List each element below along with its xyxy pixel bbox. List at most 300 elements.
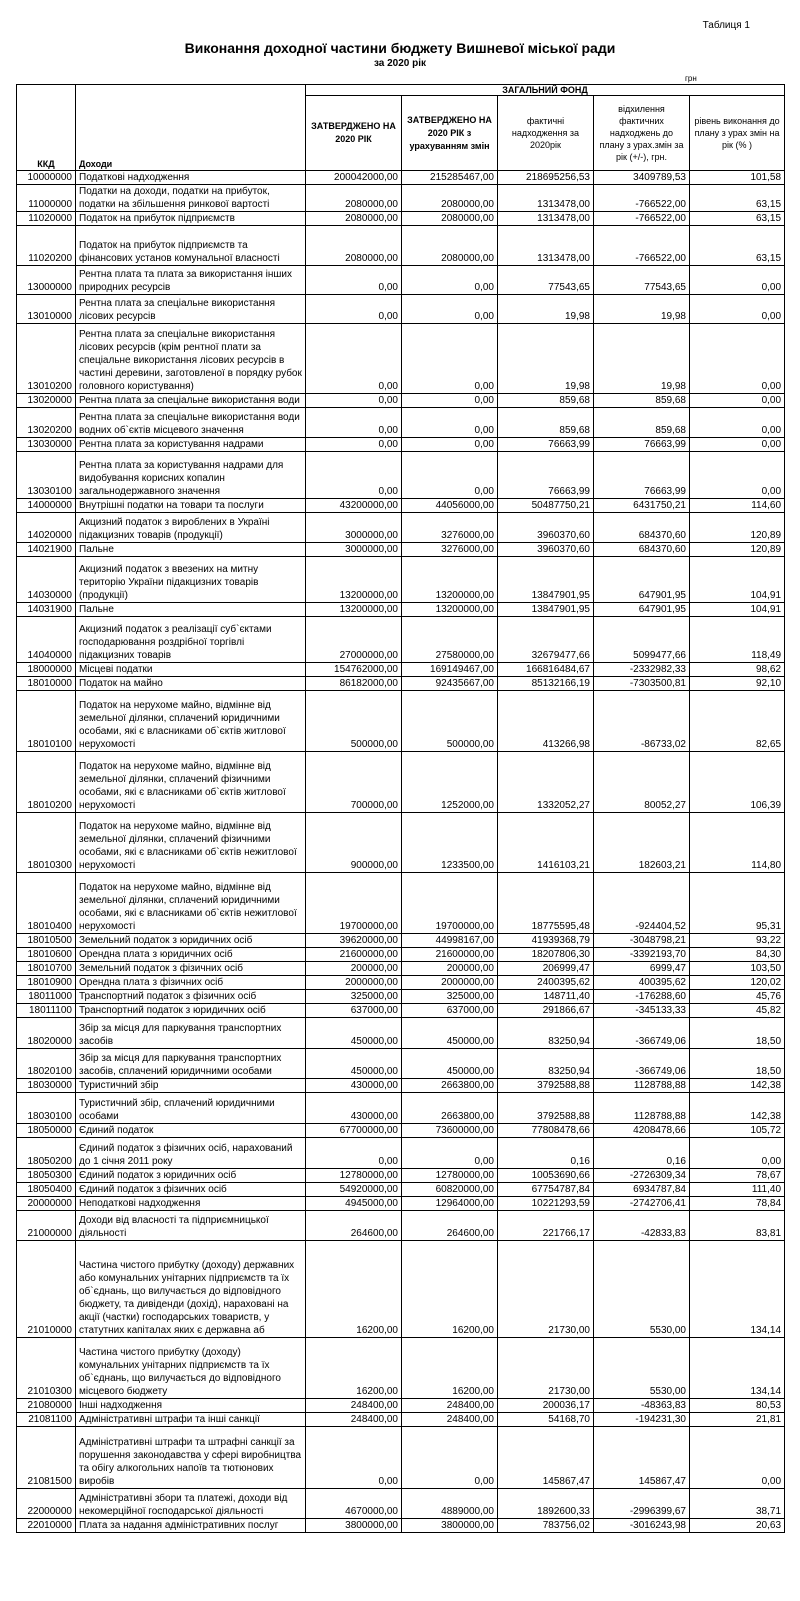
approved-cell: 13200000,00 [306, 603, 402, 617]
income-name-cell: Рентна плата за спеціальне використання лісових ресурсів [76, 295, 306, 324]
approved-cell: 248400,00 [306, 1399, 402, 1413]
table-row [17, 752, 785, 813]
income-name-cell: Транспортний податок з юридичних осіб [76, 1004, 306, 1018]
execution-percent-cell: 0,00 [690, 324, 785, 394]
income-name-cell: Адміністративні збори та платежі, доходи від некомерційної господарської діяльності [76, 1489, 306, 1519]
actual-cell: 1313478,00 [498, 185, 594, 212]
actual-cell: 200036,17 [498, 1399, 594, 1413]
kkd-code-cell: 14000000 [17, 499, 76, 513]
table-row [17, 212, 785, 226]
execution-percent-cell: 63,15 [690, 226, 785, 266]
approved-with-changes-cell: 637000,00 [402, 1004, 498, 1018]
income-name-cell: Рентна плата та плата за використання інших природних ресурсів [76, 266, 306, 295]
approved-cell: 0,00 [306, 295, 402, 324]
kkd-code-cell: 18050200 [17, 1138, 76, 1169]
actual-cell: 2400395,62 [498, 976, 594, 990]
kkd-code-cell: 21010000 [17, 1241, 76, 1338]
deviation-cell: 6431750,21 [594, 499, 690, 513]
kkd-code-cell: 14030000 [17, 557, 76, 603]
approved-with-changes-cell: 27580000,00 [402, 617, 498, 663]
kkd-code-cell: 13010200 [17, 324, 76, 394]
execution-percent-cell: 63,15 [690, 212, 785, 226]
kkd-code-cell: 18000000 [17, 663, 76, 677]
deviation-cell: -366749,06 [594, 1018, 690, 1049]
kkd-code-cell: 18011000 [17, 990, 76, 1004]
actual-cell: 1313478,00 [498, 212, 594, 226]
kkd-code-cell: 10000000 [17, 171, 76, 185]
kkd-code-cell: 18010900 [17, 976, 76, 990]
approved-with-changes-cell: 325000,00 [402, 990, 498, 1004]
approved-with-changes-cell: 13200000,00 [402, 557, 498, 603]
approved-with-changes-cell: 44998167,00 [402, 934, 498, 948]
income-name-cell: Рентна плата за спеціальне використання води водних об`єктів місцевого значення [76, 408, 306, 438]
deviation-cell: -176288,60 [594, 990, 690, 1004]
deviation-cell: 19,98 [594, 324, 690, 394]
approved-with-changes-cell: 2663800,00 [402, 1093, 498, 1124]
deviation-cell: 77543,65 [594, 266, 690, 295]
table-row [17, 873, 785, 934]
deviation-cell: 400395,62 [594, 976, 690, 990]
income-name-cell: Доходи від власності та підприємницької діяльності [76, 1211, 306, 1241]
execution-percent-cell: 101,58 [690, 171, 785, 185]
kkd-code-cell: 18020100 [17, 1049, 76, 1079]
kkd-code-cell: 11020200 [17, 226, 76, 266]
kkd-code-cell: 18010300 [17, 813, 76, 873]
approved-cell: 2080000,00 [306, 185, 402, 212]
table-row [17, 185, 785, 212]
approved-cell: 248400,00 [306, 1413, 402, 1427]
execution-percent-cell: 111,40 [690, 1183, 785, 1197]
income-name-cell: Податкові надходження [76, 171, 306, 185]
approved-with-changes-cell: 248400,00 [402, 1399, 498, 1413]
approved-with-changes-cell: 16200,00 [402, 1338, 498, 1399]
approved-cell: 3800000,00 [306, 1519, 402, 1533]
approved-cell: 200042000,00 [306, 171, 402, 185]
income-name-cell: Податок на нерухоме майно, відмінне від земельної ділянки, сплачений фізичними особами, які є власниками об`єктів нежитлової нерухомості [76, 813, 306, 873]
actual-cell: 50487750,21 [498, 499, 594, 513]
income-name-cell: Пальне [76, 603, 306, 617]
approved-cell: 13200000,00 [306, 557, 402, 603]
deviation-cell: -366749,06 [594, 1049, 690, 1079]
approved-with-changes-cell: 3276000,00 [402, 513, 498, 543]
approved-with-changes-cell: 0,00 [402, 394, 498, 408]
table-row [17, 266, 785, 295]
deviation-cell: -194231,30 [594, 1413, 690, 1427]
income-name-cell: Єдиний податок з фізичних осіб [76, 1183, 306, 1197]
kkd-code-cell: 18010700 [17, 962, 76, 976]
approved-cell: 450000,00 [306, 1049, 402, 1079]
income-name-cell: Податки на доходи, податки на прибуток, податки на збільшення ринкової вартості [76, 185, 306, 212]
kkd-code-cell: 18030100 [17, 1093, 76, 1124]
actual-cell: 76663,99 [498, 452, 594, 499]
approved-cell: 16200,00 [306, 1338, 402, 1399]
approved-cell: 0,00 [306, 438, 402, 452]
approved-with-changes-cell: 450000,00 [402, 1049, 498, 1079]
actual-cell: 3960370,60 [498, 543, 594, 557]
actual-cell: 166816484,67 [498, 663, 594, 677]
actual-cell: 21730,00 [498, 1241, 594, 1338]
income-name-cell: Пальне [76, 543, 306, 557]
approved-cell: 4670000,00 [306, 1489, 402, 1519]
table-row [17, 1004, 785, 1018]
deviation-cell: -48363,83 [594, 1399, 690, 1413]
actual-cell: 221766,17 [498, 1211, 594, 1241]
deviation-cell: -2742706,41 [594, 1197, 690, 1211]
approved-with-changes-cell: 1252000,00 [402, 752, 498, 813]
deviation-cell: 647901,95 [594, 557, 690, 603]
actual-cell: 145867,47 [498, 1427, 594, 1489]
deviation-cell: -2726309,34 [594, 1169, 690, 1183]
actual-cell: 21730,00 [498, 1338, 594, 1399]
page-title: Виконання доходної частини бюджету Вишневої міської ради [184, 40, 616, 56]
approved-cell: 21600000,00 [306, 948, 402, 962]
income-name-cell: Податок на нерухоме майно, відмінне від земельної ділянки, сплачений юридичними особами, які є власниками об`єктів нежитлової нерухомості [76, 873, 306, 934]
income-name-cell: Рентна плата за спеціальне використання води [76, 394, 306, 408]
kkd-code-cell: 13030100 [17, 452, 76, 499]
execution-percent-cell: 106,39 [690, 752, 785, 813]
approved-cell: 19700000,00 [306, 873, 402, 934]
deviation-cell: 647901,95 [594, 603, 690, 617]
approved-cell: 12780000,00 [306, 1169, 402, 1183]
actual-cell: 1416103,21 [498, 813, 594, 873]
actual-cell: 13847901,95 [498, 603, 594, 617]
income-name-cell: Адміністративні штрафи та інші санкції [76, 1413, 306, 1427]
deviation-cell: -42833,83 [594, 1211, 690, 1241]
actual-cell: 0,16 [498, 1138, 594, 1169]
table-row [17, 1413, 785, 1427]
actual-cell: 18775595,48 [498, 873, 594, 934]
approved-cell: 27000000,00 [306, 617, 402, 663]
table-row [17, 438, 785, 452]
deviation-cell: 5530,00 [594, 1241, 690, 1338]
deviation-cell: -3048798,21 [594, 934, 690, 948]
kkd-code-cell: 21081100 [17, 1413, 76, 1427]
deviation-cell: 6934787,84 [594, 1183, 690, 1197]
approved-with-changes-cell: 2080000,00 [402, 185, 498, 212]
kkd-code-cell: 18010500 [17, 934, 76, 948]
table-row [17, 226, 785, 266]
income-name-cell: Туристичний збір, сплачений юридичними особами [76, 1093, 306, 1124]
execution-percent-cell: 98,62 [690, 663, 785, 677]
execution-percent-cell: 104,91 [690, 557, 785, 603]
approved-cell: 0,00 [306, 1427, 402, 1489]
approved-cell: 264600,00 [306, 1211, 402, 1241]
kkd-code-cell: 18050400 [17, 1183, 76, 1197]
header-approved-with-changes: ЗАТВЕРДЖЕНО НА 2020 РІК з урахуванням змін [402, 96, 498, 171]
approved-with-changes-cell: 248400,00 [402, 1413, 498, 1427]
approved-with-changes-cell: 19700000,00 [402, 873, 498, 934]
execution-percent-cell: 84,30 [690, 948, 785, 962]
deviation-cell: 5530,00 [594, 1338, 690, 1399]
income-name-cell: Земельний податок з юридичних осіб [76, 934, 306, 948]
approved-cell: 86182000,00 [306, 677, 402, 691]
execution-percent-cell: 63,15 [690, 185, 785, 212]
approved-cell: 2080000,00 [306, 226, 402, 266]
kkd-code-cell: 18010600 [17, 948, 76, 962]
approved-with-changes-cell: 12964000,00 [402, 1197, 498, 1211]
approved-cell: 2000000,00 [306, 976, 402, 990]
deviation-cell: 19,98 [594, 295, 690, 324]
kkd-code-cell: 13020000 [17, 394, 76, 408]
kkd-code-cell: 21081500 [17, 1427, 76, 1489]
approved-with-changes-cell: 2663800,00 [402, 1079, 498, 1093]
approved-cell: 0,00 [306, 394, 402, 408]
execution-percent-cell: 45,76 [690, 990, 785, 1004]
header-deviation: відхилення фактичних надходжень до плану з урах.змін за рік (+/-), грн. [594, 96, 690, 171]
income-name-cell: Інші надходження [76, 1399, 306, 1413]
execution-percent-cell: 18,50 [690, 1018, 785, 1049]
deviation-cell: 4208478,66 [594, 1124, 690, 1138]
table-row [17, 408, 785, 438]
header-actual: фактичні надходження за 2020рік [498, 96, 594, 171]
deviation-cell: -2996399,67 [594, 1489, 690, 1519]
table-row [17, 603, 785, 617]
deviation-cell: 182603,21 [594, 813, 690, 873]
income-name-cell: Єдиний податок з юридичних осіб [76, 1169, 306, 1183]
approved-cell: 0,00 [306, 408, 402, 438]
execution-percent-cell: 92,10 [690, 677, 785, 691]
approved-with-changes-cell: 60820000,00 [402, 1183, 498, 1197]
kkd-code-cell: 22000000 [17, 1489, 76, 1519]
approved-with-changes-cell: 1233500,00 [402, 813, 498, 873]
table-row [17, 813, 785, 873]
execution-percent-cell: 0,00 [690, 408, 785, 438]
execution-percent-cell: 0,00 [690, 394, 785, 408]
approved-with-changes-cell: 21600000,00 [402, 948, 498, 962]
approved-with-changes-cell: 200000,00 [402, 962, 498, 976]
deviation-cell: -2332982,33 [594, 663, 690, 677]
execution-percent-cell: 83,81 [690, 1211, 785, 1241]
income-name-cell: Плата за надання адміністративних послуг [76, 1519, 306, 1533]
deviation-cell: -345133,33 [594, 1004, 690, 1018]
table-row [17, 677, 785, 691]
execution-percent-cell: 142,38 [690, 1079, 785, 1093]
approved-with-changes-cell: 0,00 [402, 1138, 498, 1169]
execution-percent-cell: 82,65 [690, 691, 785, 752]
approved-with-changes-cell: 16200,00 [402, 1241, 498, 1338]
kkd-code-cell: 18020000 [17, 1018, 76, 1049]
execution-percent-cell: 0,00 [690, 295, 785, 324]
deviation-cell: 6999,47 [594, 962, 690, 976]
income-name-cell: Податок на майно [76, 677, 306, 691]
approved-with-changes-cell: 13200000,00 [402, 603, 498, 617]
actual-cell: 83250,94 [498, 1049, 594, 1079]
header-kkd: ККД [17, 85, 76, 171]
kkd-code-cell: 18010200 [17, 752, 76, 813]
execution-percent-cell: 103,50 [690, 962, 785, 976]
approved-with-changes-cell: 3800000,00 [402, 1519, 498, 1533]
income-name-cell: Внутрішні податки на товари та послуги [76, 499, 306, 513]
approved-cell: 637000,00 [306, 1004, 402, 1018]
income-name-cell: Податок на прибуток підприємств та фінансових установ комунальної власності [76, 226, 306, 266]
actual-cell: 54168,70 [498, 1413, 594, 1427]
deviation-cell: 5099477,66 [594, 617, 690, 663]
execution-percent-cell: 0,00 [690, 1427, 785, 1489]
table-row [17, 1427, 785, 1489]
execution-percent-cell: 118,49 [690, 617, 785, 663]
income-name-cell: Неподаткові надходження [76, 1197, 306, 1211]
approved-with-changes-cell: 73600000,00 [402, 1124, 498, 1138]
table-row [17, 452, 785, 499]
table-row [17, 1183, 785, 1197]
table-row [17, 1338, 785, 1399]
actual-cell: 206999,47 [498, 962, 594, 976]
approved-with-changes-cell: 0,00 [402, 438, 498, 452]
deviation-cell: 859,68 [594, 408, 690, 438]
actual-cell: 783756,02 [498, 1519, 594, 1533]
actual-cell: 83250,94 [498, 1018, 594, 1049]
income-name-cell: Рентна плата за користування надрами [76, 438, 306, 452]
header-execution-percent: рівень виконання до плану з урах змін на рік (% ) [690, 96, 785, 171]
kkd-code-cell: 18010100 [17, 691, 76, 752]
execution-percent-cell: 95,31 [690, 873, 785, 934]
income-name-cell: Збір за місця для паркування транспортних засобів [76, 1018, 306, 1049]
actual-cell: 76663,99 [498, 438, 594, 452]
income-name-cell: Транспортний податок з фізичних осіб [76, 990, 306, 1004]
execution-percent-cell: 38,71 [690, 1489, 785, 1519]
approved-with-changes-cell: 2000000,00 [402, 976, 498, 990]
table-row [17, 1169, 785, 1183]
income-name-cell: Туристичний збір [76, 1079, 306, 1093]
table-row [17, 171, 785, 185]
income-name-cell: Орендна плата з фізичних осіб [76, 976, 306, 990]
approved-cell: 430000,00 [306, 1079, 402, 1093]
approved-cell: 0,00 [306, 266, 402, 295]
approved-with-changes-cell: 0,00 [402, 324, 498, 394]
actual-cell: 10221293,59 [498, 1197, 594, 1211]
income-name-cell: Місцеві податки [76, 663, 306, 677]
header-income-name: Доходи [76, 85, 306, 171]
actual-cell: 19,98 [498, 295, 594, 324]
actual-cell: 859,68 [498, 408, 594, 438]
table-row [17, 1519, 785, 1533]
approved-with-changes-cell: 0,00 [402, 295, 498, 324]
table-row [17, 1241, 785, 1338]
approved-cell: 0,00 [306, 1138, 402, 1169]
approved-with-changes-cell: 0,00 [402, 1427, 498, 1489]
approved-with-changes-cell: 264600,00 [402, 1211, 498, 1241]
kkd-code-cell: 14031900 [17, 603, 76, 617]
actual-cell: 1332052,27 [498, 752, 594, 813]
actual-cell: 67754787,84 [498, 1183, 594, 1197]
actual-cell: 32679477,66 [498, 617, 594, 663]
execution-percent-cell: 20,63 [690, 1519, 785, 1533]
income-name-cell: Акцизний податок з реалізації суб`єктами господарювання роздрібної торгівлі підакцизних товарів [76, 617, 306, 663]
deviation-cell: -7303500,81 [594, 677, 690, 691]
actual-cell: 291866,67 [498, 1004, 594, 1018]
approved-with-changes-cell: 3276000,00 [402, 543, 498, 557]
deviation-cell: 76663,99 [594, 452, 690, 499]
table-number-label: Таблиця 1 [702, 20, 750, 31]
approved-cell: 54920000,00 [306, 1183, 402, 1197]
income-name-cell: Єдиний податок з фізичних осіб, нарахований до 1 січня 2011 року [76, 1138, 306, 1169]
execution-percent-cell: 114,80 [690, 813, 785, 873]
kkd-code-cell: 18010000 [17, 677, 76, 691]
kkd-code-cell: 21010300 [17, 1338, 76, 1399]
approved-with-changes-cell: 2080000,00 [402, 212, 498, 226]
kkd-code-cell: 14040000 [17, 617, 76, 663]
table-row [17, 1079, 785, 1093]
kkd-code-cell: 14021900 [17, 543, 76, 557]
income-name-cell: Податок на прибуток підприємств [76, 212, 306, 226]
execution-percent-cell: 18,50 [690, 1049, 785, 1079]
actual-cell: 218695256,53 [498, 171, 594, 185]
table-row [17, 1049, 785, 1079]
kkd-code-cell: 13010000 [17, 295, 76, 324]
deviation-cell: -766522,00 [594, 185, 690, 212]
income-name-cell: Податок на нерухоме майно, відмінне від земельної ділянки, сплачений фізичними особами, які є власниками об`єктів житлової нерухомості [76, 752, 306, 813]
table-row [17, 1211, 785, 1241]
kkd-code-cell: 18050300 [17, 1169, 76, 1183]
approved-cell: 154762000,00 [306, 663, 402, 677]
table-row [17, 1197, 785, 1211]
approved-with-changes-cell: 2080000,00 [402, 226, 498, 266]
approved-with-changes-cell: 450000,00 [402, 1018, 498, 1049]
approved-cell: 0,00 [306, 452, 402, 499]
approved-cell: 16200,00 [306, 1241, 402, 1338]
execution-percent-cell: 93,22 [690, 934, 785, 948]
actual-cell: 3792588,88 [498, 1079, 594, 1093]
table-row [17, 1124, 785, 1138]
actual-cell: 77808478,66 [498, 1124, 594, 1138]
kkd-code-cell: 11000000 [17, 185, 76, 212]
approved-with-changes-cell: 215285467,00 [402, 171, 498, 185]
actual-cell: 41939368,79 [498, 934, 594, 948]
actual-cell: 1892600,33 [498, 1489, 594, 1519]
approved-cell: 67700000,00 [306, 1124, 402, 1138]
approved-cell: 0,00 [306, 324, 402, 394]
actual-cell: 18207806,30 [498, 948, 594, 962]
income-name-cell: Єдиний податок [76, 1124, 306, 1138]
approved-cell: 900000,00 [306, 813, 402, 873]
deviation-cell: -924404,52 [594, 873, 690, 934]
approved-with-changes-cell: 500000,00 [402, 691, 498, 752]
kkd-code-cell: 18050000 [17, 1124, 76, 1138]
table-row [17, 1138, 785, 1169]
page-subtitle: за 2020 рік [373, 58, 427, 69]
actual-cell: 413266,98 [498, 691, 594, 752]
income-name-cell: Земельний податок з фізичних осіб [76, 962, 306, 976]
budget-table [16, 84, 785, 1533]
execution-percent-cell: 78,67 [690, 1169, 785, 1183]
kkd-code-cell: 18030000 [17, 1079, 76, 1093]
approved-cell: 325000,00 [306, 990, 402, 1004]
table-row [17, 1489, 785, 1519]
kkd-code-cell: 13030000 [17, 438, 76, 452]
kkd-code-cell: 18011100 [17, 1004, 76, 1018]
approved-cell: 500000,00 [306, 691, 402, 752]
execution-percent-cell: 0,00 [690, 1138, 785, 1169]
deviation-cell: 684370,60 [594, 513, 690, 543]
execution-percent-cell: 105,72 [690, 1124, 785, 1138]
deviation-cell: 859,68 [594, 394, 690, 408]
approved-cell: 430000,00 [306, 1093, 402, 1124]
kkd-code-cell: 21000000 [17, 1211, 76, 1241]
deviation-cell: -3392193,70 [594, 948, 690, 962]
approved-cell: 3000000,00 [306, 513, 402, 543]
kkd-code-cell: 18010400 [17, 873, 76, 934]
actual-cell: 1313478,00 [498, 226, 594, 266]
income-name-cell: Орендна плата з юридичних осіб [76, 948, 306, 962]
approved-cell: 4945000,00 [306, 1197, 402, 1211]
approved-cell: 700000,00 [306, 752, 402, 813]
income-name-cell: Акцизний податок з ввезених на митну територію України підакцизних товарів (продукції) [76, 557, 306, 603]
execution-percent-cell: 120,89 [690, 513, 785, 543]
approved-with-changes-cell: 12780000,00 [402, 1169, 498, 1183]
deviation-cell: 145867,47 [594, 1427, 690, 1489]
execution-percent-cell: 80,53 [690, 1399, 785, 1413]
income-name-cell: Податок на нерухоме майно, відмінне від земельної ділянки, сплачений юридичними особами, які є власниками об`єктів житлової нерухомості [76, 691, 306, 752]
